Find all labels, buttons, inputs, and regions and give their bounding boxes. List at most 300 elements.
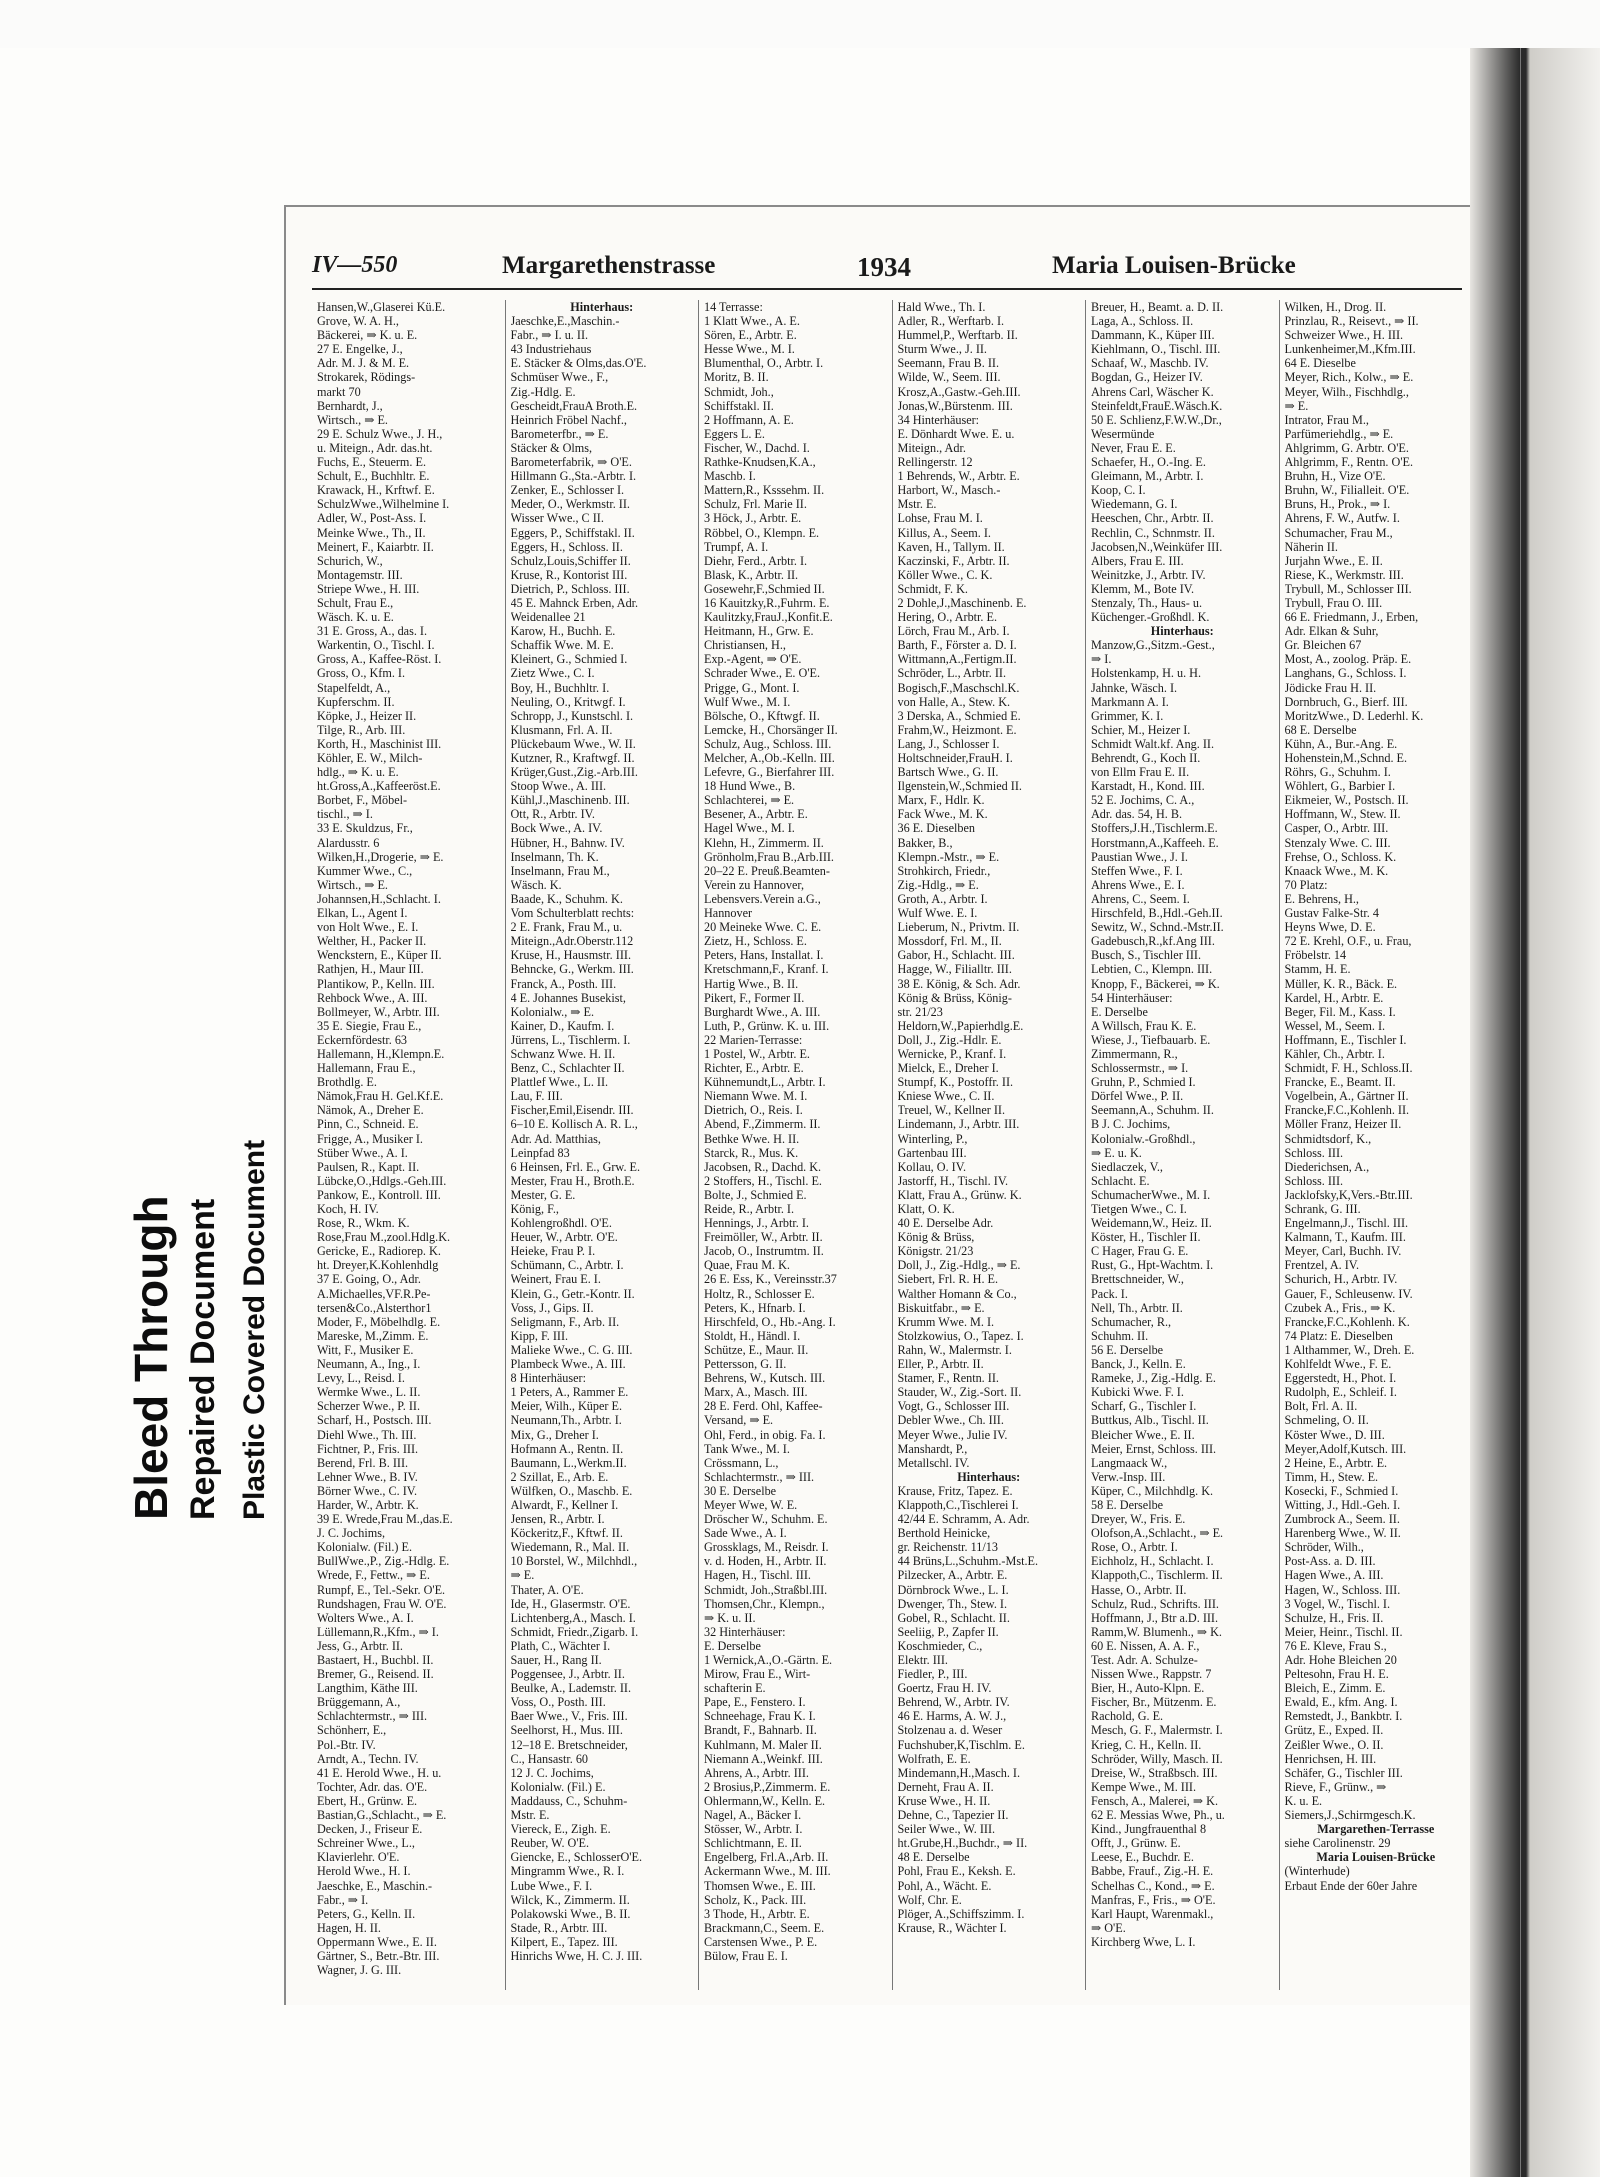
- directory-entry: Hinterhaus:: [1150, 624, 1214, 639]
- directory-entry: Lang, J., Schlosser I.: [897, 736, 1000, 751]
- directory-entry: Mesch, G. F., Malermstr. I.: [1091, 1723, 1223, 1738]
- directory-entry: Goertz, Frau H. IV.: [897, 1681, 992, 1696]
- directory-entry: Doll, J., Zig.-Hdlr. E.: [897, 1032, 1002, 1047]
- directory-entry: Hoffmann, E., Tischler I.: [1284, 1032, 1407, 1047]
- directory-entry: Zeißler Wwe., O. II.: [1284, 1737, 1384, 1752]
- directory-entry: Mielck, E., Dreher I.: [897, 1061, 999, 1076]
- directory-entry: Sauer, H., Rang II.: [510, 1653, 602, 1667]
- directory-entry: Frigge, A., Musiker I.: [317, 1131, 423, 1146]
- directory-entry: Kupferschm. II.: [317, 694, 395, 709]
- directory-entry: 1 Klatt Wwe., A. E.: [704, 314, 800, 329]
- directory-entry: Koschmieder, C.,: [897, 1638, 983, 1653]
- directory-entry: Carstensen Wwe., P. E.: [704, 1934, 818, 1949]
- directory-entry: Lüllemann,R.,Kfm., ⇒ I.: [317, 1624, 439, 1639]
- directory-entry: Ebert, H., Grünw. E.: [317, 1793, 418, 1808]
- directory-entry: Heuer, W., Arbtr. O'E.: [510, 1230, 618, 1245]
- directory-entry: Neuling, O., Kritwgf. I.: [510, 694, 626, 709]
- directory-entry: Krieg, C. H., Kelln. II.: [1091, 1737, 1202, 1752]
- directory-entry: Frentzel, A. IV.: [1284, 1258, 1360, 1273]
- directory-entry: Köpke, J., Heizer II.: [317, 708, 417, 723]
- directory-entry: Schuhm. II.: [1091, 1328, 1149, 1343]
- directory-entry: 74 Platz: E. Dieselben: [1284, 1328, 1393, 1343]
- directory-entry: Seeliig, P., Zapfer II.: [897, 1624, 999, 1639]
- directory-entry: Schäfer, G., Tischler III.: [1284, 1765, 1403, 1780]
- directory-entry: Barometerfabrik, ⇒ O'E.: [510, 455, 632, 470]
- directory-entry: Kiehlmann, O., Tischl. III.: [1091, 342, 1221, 357]
- directory-entry: Verw.-Insp. III.: [1091, 1469, 1166, 1484]
- directory-entry: Strohkirch, Friedr.,: [897, 863, 991, 878]
- directory-entry: Lieberum, N., Privtm. II.: [897, 920, 1020, 935]
- directory-entry: Ahlgrimm, F., Rentn. O'E.: [1284, 455, 1414, 470]
- directory-entry: Ahlgrimm, G. Arbtr. O'E.: [1284, 440, 1409, 455]
- directory-entry: Meyer Wwe, W. E.: [704, 1497, 798, 1512]
- directory-entry: Gescheidt,FrauA Broth.E.: [510, 398, 638, 413]
- directory-entry: Hirschfeld, O., Hb.-Ang. I.: [704, 1314, 836, 1329]
- directory-entry: Sade Wwe., A. I.: [704, 1526, 787, 1541]
- directory-entry: 27 E. Engelke, J.,: [317, 342, 403, 357]
- directory-entry: Gruhn, P., Schmied I.: [1091, 1075, 1196, 1090]
- directory-entry: Ohl, Ferd., in obig. Fa. I.: [704, 1427, 826, 1442]
- directory-entry: Wiedemann, G. I.: [1091, 497, 1178, 512]
- directory-entry: Marx, A., Masch. III.: [704, 1385, 808, 1400]
- directory-entry: Gleimann, M., Arbtr. I.: [1091, 469, 1204, 484]
- directory-entry: Jaeschke, E., Maschin.-: [317, 1878, 433, 1893]
- directory-entry: Kubicki Wwe. F. I.: [1091, 1385, 1184, 1400]
- directory-entry: Schwanz Wwe. H. II.: [510, 1046, 616, 1061]
- directory-entry: Buttkus, Alb., Tischl. II.: [1091, 1413, 1209, 1428]
- directory-entry: 46 E. Harms, A. W. J.,: [897, 1709, 1007, 1724]
- directory-entry: Witting, J., Hdl.-Geh. I.: [1284, 1497, 1401, 1512]
- directory-entry: Lube Wwe., F. I.: [510, 1878, 593, 1893]
- directory-entry: 20–22 E. Preuß.Beamten-: [704, 863, 830, 878]
- directory-entry: Metallschl. IV.: [897, 1455, 970, 1470]
- directory-entry: Schrader Wwe., E. O'E.: [704, 666, 821, 681]
- directory-entry: Grimmer, K. I.: [1091, 708, 1164, 723]
- directory-entry: Starck, R., Mus. K.: [704, 1145, 799, 1160]
- directory-entry: Behncke, G., Werkm. III.: [510, 962, 634, 977]
- directory-entry: Adler, R., Werftarb. I.: [897, 314, 1005, 329]
- directory-entry: Sewitz, W., Schnd.-Mstr.II.: [1091, 920, 1224, 935]
- directory-entry: Wöhlert, G., Barbier I.: [1284, 779, 1396, 794]
- directory-entry: Steinfeldt,FrauE.Wäsch.K.: [1091, 398, 1223, 413]
- directory-entry: ⇒ E.: [1284, 398, 1309, 413]
- directory-entry: Fensch, A., Malerei, ⇒ K.: [1091, 1793, 1218, 1808]
- directory-entry: Hasse, O., Arbtr. II.: [1091, 1582, 1187, 1597]
- directory-entry: Elektr. III.: [897, 1653, 948, 1667]
- directory-entry: Klemm, M., Bote IV.: [1091, 581, 1195, 596]
- directory-entry: Ahrens Carl, Wäscher K.: [1091, 384, 1214, 399]
- directory-entry: 54 Hinterhäuser:: [1091, 990, 1173, 1005]
- directory-entry: Weinert, Frau E. I.: [510, 1272, 601, 1287]
- directory-entry: Harbort, W., Masch.-: [897, 483, 1001, 498]
- directory-entry: 58 E. Derselbe: [1091, 1497, 1164, 1512]
- directory-entry: Rumpf, E., Tel.-Sekr. O'E.: [317, 1582, 446, 1597]
- note-bleed-through: Bleed Through: [125, 1195, 177, 1520]
- directory-entry: Prinzlau, R., Reisevt., ⇒ II.: [1284, 314, 1419, 329]
- directory-entry: Holstenkamp, H. u. H.: [1091, 666, 1202, 681]
- directory-entry: Hagen, W., Schloss. III.: [1284, 1582, 1401, 1597]
- directory-entry: 3 Thode, H., Arbtr. E.: [704, 1906, 810, 1921]
- directory-entry: Besener, A., Arbtr. E.: [704, 807, 808, 822]
- directory-entry: Stamm, H. E.: [1284, 962, 1351, 977]
- directory-entry: Brüggemann, A.,: [317, 1695, 401, 1710]
- directory-entry: Bier, H., Auto-Klpn. E.: [1091, 1681, 1205, 1696]
- directory-entry: Kolonialw.-Großhdl.,: [1091, 1131, 1196, 1146]
- directory-entry: Langhans, G., Schloss. I.: [1284, 666, 1407, 681]
- directory-entry: 3 Höck, J., Arbtr. E.: [704, 511, 802, 526]
- directory-entry: Biskuitfabr., ⇒ E.: [897, 1300, 985, 1315]
- directory-entry: Burghardt Wwe., A. III.: [704, 1004, 821, 1019]
- directory-entry: E. Derselbe: [704, 1638, 761, 1653]
- directory-entry: Kühnemundt,L., Arbtr. I.: [704, 1075, 826, 1090]
- directory-entry: Blumenthal, O., Arbtr. I.: [704, 356, 824, 371]
- directory-entry: Klatt, Frau A., Grünw. K.: [897, 1187, 1022, 1202]
- directory-entry: markt 70: [317, 384, 361, 399]
- directory-entry: Gosewehr,F.,Schmied II.: [704, 581, 825, 596]
- directory-entry: Schneehage, Frau K. I.: [704, 1709, 816, 1724]
- directory-entry: Kaulitzky,FrauJ.,Konfit.E.: [704, 610, 833, 625]
- directory-entry: Meder, O., Werkmstr. II.: [510, 497, 630, 512]
- directory-entry: Rellingerstr. 12: [897, 455, 973, 470]
- directory-entry: Rehbock Wwe., A. III.: [317, 990, 428, 1005]
- directory-entry: Gericke, E., Radiorep. K.: [317, 1244, 441, 1259]
- directory-entry: Hennings, J., Arbtr. I.: [704, 1216, 809, 1231]
- directory-entry: 2 Brosius,P.,Zimmerm. E.: [704, 1779, 831, 1794]
- directory-entry: Schaefer, H., O.-Ing. E.: [1091, 455, 1206, 470]
- directory-entry: Gadebusch,R.,kf.Ang III.: [1091, 934, 1215, 949]
- directory-entry: 3 Vogel, W., Tischl. I.: [1284, 1596, 1391, 1611]
- directory-entry: Meier, Wilh., Küper E.: [510, 1399, 623, 1414]
- directory-entry: Hering, O., Arbtr. E.: [897, 610, 998, 625]
- directory-entry: Thater, A. O'E.: [510, 1582, 584, 1597]
- directory-entry: Versand, ⇒ E.: [704, 1413, 774, 1428]
- directory-entry: Siemers,J.,Schirmgesch.K.: [1284, 1808, 1416, 1823]
- directory-entry: Richter, E., Arbtr. E.: [704, 1061, 804, 1076]
- directory-entry: Seiler Wwe., W. III.: [897, 1822, 996, 1837]
- directory-entry: Küper, C., Milchhdlg. K.: [1091, 1483, 1214, 1498]
- directory-entry: Seemann,A., Schuhm. II.: [1091, 1103, 1214, 1118]
- directory-entry: Kirchberg Wwe, L. I.: [1091, 1934, 1196, 1949]
- directory-entry: Czubek A., Fris., ⇒ K.: [1284, 1300, 1396, 1315]
- directory-entry: Fack Wwe., M. K.: [897, 807, 988, 822]
- directory-entry: Diehl Wwe., Th. III.: [317, 1427, 417, 1442]
- directory-entry: Köckeritz,F., Kftwf. II.: [510, 1526, 623, 1541]
- directory-entry: Köhler, E. W., Milch-: [317, 751, 423, 765]
- directory-entry: Hannover: [704, 906, 753, 921]
- directory-entry: Benz, C., Schlachter II.: [510, 1061, 625, 1076]
- directory-entry: Most, A., zoolog. Präp. E.: [1284, 652, 1412, 667]
- directory-entry: Barth, F., Förster a. D. I.: [897, 638, 1017, 653]
- directory-entry: Maria Louisen-Brücke: [1316, 1850, 1436, 1865]
- directory-entry: Schult, Frau E.,: [317, 595, 394, 610]
- directory-entry: Scholz, K., Pack. III.: [704, 1892, 807, 1907]
- directory-entry: u. Miteign., Adr. das.ht.: [317, 440, 433, 455]
- directory-entry: Schlichtmann, E. II.: [704, 1836, 802, 1851]
- street-heading-right: Maria Louisen-Brücke: [1052, 252, 1296, 279]
- directory-entry: 48 E. Derselbe: [897, 1850, 970, 1865]
- directory-entry: Gauer, F., Schleusenw. IV.: [1284, 1286, 1413, 1301]
- directory-entry: Groth, A., Arbtr. I.: [897, 891, 988, 906]
- directory-entry: Mattern,R., Ksssehm. II.: [704, 483, 825, 498]
- directory-entry: Baer Wwe., V., Fris. III.: [510, 1709, 628, 1724]
- directory-entry: Rundshagen, Frau W. O'E.: [317, 1596, 447, 1611]
- directory-entry: Trybull, Frau O. III.: [1284, 595, 1383, 610]
- directory-entry: C Hager, Frau G. E.: [1091, 1244, 1189, 1259]
- directory-entry: Plöger, A.,Schiffszimm. I.: [897, 1906, 1025, 1921]
- directory-entry: Meyer,Adolf,Kutsch. III.: [1284, 1441, 1407, 1456]
- directory-entry: 4 E. Johannes Busekist,: [510, 990, 626, 1005]
- directory-column-5: [1086, 300, 1280, 1990]
- directory-entry: Fuchs, E., Steuerm. E.: [317, 455, 426, 470]
- directory-entry: SchumacherWwe., M. I.: [1091, 1187, 1211, 1202]
- directory-entry: Reide, R., Arbtr. I.: [704, 1202, 795, 1216]
- directory-entry: Thomsen Wwe., E. III.: [704, 1878, 816, 1893]
- directory-entry: Barometerfbr., ⇒ E.: [510, 426, 609, 441]
- directory-entry: Decken, J., Friseur E.: [317, 1822, 423, 1837]
- directory-entry: Jess, G., Arbtr. II.: [317, 1638, 403, 1653]
- directory-entry: Heieke, Frau P. I.: [510, 1244, 596, 1259]
- directory-entry: Weinitzke, J., Arbtr. IV.: [1091, 567, 1206, 582]
- directory-entry: Gobel, R., Schlacht. II.: [897, 1610, 1010, 1625]
- directory-entry: Wulf Wwe., M. I.: [704, 694, 791, 709]
- directory-entry: Jastorff, H., Tischl. IV.: [897, 1173, 1009, 1188]
- directory-entry: Jensen, R., Arbtr. I.: [510, 1512, 605, 1527]
- directory-entry: Plambeck Wwe., A. III.: [510, 1357, 626, 1372]
- directory-entry: Hallemann, Frau E.,: [317, 1061, 416, 1076]
- directory-entry: Nagel, A., Bäcker I.: [704, 1808, 802, 1823]
- directory-entry: Holtschneider,FrauH. I.: [897, 751, 1013, 765]
- directory-entry: Schröder, Wilh.,: [1284, 1540, 1364, 1555]
- directory-entry: Lübcke,O.,Hdlgs.-Geh.III.: [317, 1173, 447, 1188]
- directory-entry: Witt, F., Musiker E.: [317, 1342, 414, 1357]
- directory-entry: Bleich, E., Zimm. E.: [1284, 1681, 1386, 1696]
- directory-entry: Kardel, H., Arbtr. E.: [1284, 990, 1384, 1005]
- directory-entry: Dreise, W., Straßbsch. III.: [1091, 1765, 1218, 1780]
- directory-entry: 70 Platz:: [1284, 877, 1328, 892]
- directory-entry: Viereck, E., Zigh. E.: [510, 1822, 611, 1837]
- directory-entry: Rachold, G. E.: [1091, 1709, 1164, 1724]
- directory-entry: Busch, S., Tischler III.: [1091, 948, 1202, 963]
- directory-entry: Engelberg, Frl.A.,Arb. II.: [704, 1850, 829, 1865]
- directory-entry: Schreiner Wwe., L.,: [317, 1836, 415, 1851]
- directory-entry: Ahrens, F. W., Autfw. I.: [1284, 511, 1400, 526]
- directory-entry: Freimöller, W., Arbtr. II.: [704, 1230, 823, 1245]
- directory-entry: Eckernfördestr. 63: [317, 1032, 408, 1047]
- directory-entry: Schulz, Frl. Marie II.: [704, 497, 807, 512]
- directory-entry: 43 Industriehaus: [510, 342, 592, 357]
- directory-entry: Schmüser Wwe., F.,: [510, 370, 609, 385]
- directory-entry: Ahrens Wwe., E. I.: [1091, 877, 1185, 892]
- directory-entry: Hagen, H., Tischl. III.: [704, 1568, 811, 1583]
- directory-entry: Krüger,Gust.,Zig.-Arb.III.: [510, 765, 638, 780]
- directory-entry: Köller Wwe., C. K.: [897, 567, 993, 582]
- directory-entry: Ohlermann,W., Kelln. E.: [704, 1793, 826, 1808]
- directory-entry: Wiedemann, R., Mal. II.: [510, 1540, 630, 1555]
- directory-entry: A.Michaelles,VF.R.Pe-: [317, 1286, 431, 1301]
- page-number: IV—550: [312, 252, 398, 278]
- directory-entry: 32 Hinterhäuser:: [704, 1624, 786, 1639]
- directory-entry: Rahn, W., Malermstr. I.: [897, 1342, 1012, 1357]
- directory-entry: Wilken,H.,Drogerie, ⇒ E.: [317, 849, 444, 864]
- directory-entry: Eggers, H., Schloss. II.: [510, 539, 623, 554]
- directory-column-3: [699, 300, 893, 1990]
- note-repaired-document: Repaired Document: [184, 1198, 222, 1520]
- directory-entry: Stumpf, K., Postoffr. II.: [897, 1075, 1014, 1090]
- directory-entry: Pettersson, G. II.: [704, 1357, 787, 1372]
- directory-entry: Welther, H., Packer II.: [317, 934, 427, 949]
- directory-entry: Ramm,W. Blumenh., ⇒ K.: [1091, 1624, 1222, 1639]
- directory-entry: A Willsch, Frau K. E.: [1091, 1018, 1197, 1033]
- directory-entry: Lebtien, C., Klempn. III.: [1091, 962, 1213, 977]
- directory-entry: Jacobsen,N.,Weinküfer III.: [1091, 539, 1223, 554]
- directory-entry: Gärtner, S., Betr.-Btr. III.: [317, 1948, 440, 1963]
- directory-entry: Krawack, H., Krftwf. E.: [317, 483, 435, 498]
- directory-entry: Never, Frau E. E.: [1091, 440, 1176, 455]
- scan-top-band: [0, 0, 1600, 48]
- directory-entry: Niemann A.,Weinkf. III.: [704, 1751, 823, 1766]
- directory-entry: Hinterhaus:: [570, 300, 634, 314]
- directory-entry: Jürrens, L., Tischlerm. I.: [510, 1032, 631, 1047]
- directory-entry: Wilken, H., Drog. II.: [1284, 300, 1387, 314]
- directory-entry: Lebensvers.Verein a.G.,: [704, 891, 821, 906]
- directory-entry: Bartsch Wwe., G. II.: [897, 765, 999, 780]
- directory-entry: Krause, R., Wächter I.: [897, 1920, 1007, 1935]
- directory-entry: Bleicher Wwe., E. II.: [1091, 1427, 1195, 1442]
- directory-entry: Peters, G., Kelln. II.: [317, 1906, 416, 1921]
- directory-entry: Küchenger.-Großhdl. K.: [1091, 610, 1210, 625]
- directory-entry: Babbe, Frauf., Zig.-H. E.: [1091, 1864, 1214, 1879]
- directory-entry: Brothdlg. E.: [317, 1075, 377, 1090]
- directory-entry: 2 Hoffmann, A. E.: [704, 412, 794, 427]
- directory-entry: Kniese Wwe., C. II.: [897, 1089, 995, 1104]
- directory-entry: Pape, E., Fenstero. I.: [704, 1695, 806, 1710]
- directory-entry: Zumbrock A., Seem. II.: [1284, 1512, 1400, 1527]
- directory-entry: Zietz Wwe., C. I.: [510, 666, 595, 681]
- directory-entry: Schurich, H., Arbtr. IV.: [1284, 1272, 1398, 1287]
- directory-entry: Parfümeriehdlg., ⇒ E.: [1284, 426, 1394, 441]
- directory-entry: Fischer,Emil,Eisendr. III.: [510, 1103, 634, 1118]
- directory-entry: Klappoth,C.,Tischlerei I.: [897, 1497, 1019, 1512]
- directory-entry: Giencke, E., SchlosserO'E.: [510, 1850, 642, 1865]
- directory-entry: Bollmeyer, W., Arbtr. III.: [317, 1004, 440, 1019]
- directory-entry: Schümann, C., Arbtr. I.: [510, 1258, 624, 1273]
- directory-entry: Hald Wwe., Th. I.: [897, 300, 986, 314]
- directory-entry: Quae, Frau M. K.: [704, 1258, 790, 1273]
- directory-entry: Nissen Wwe., Rappstr. 7: [1091, 1667, 1212, 1682]
- directory-entry: Meyer, Wilh., Fischhdlg.,: [1284, 384, 1409, 399]
- directory-entry: 66 E. Friedmann, J., Erben,: [1284, 610, 1419, 625]
- directory-entry: Mingramm Wwe., R. I.: [510, 1864, 625, 1879]
- directory-entry: Voss, J., Gips. II.: [510, 1300, 594, 1315]
- directory-entry: Luth, P., Grünw. K. u. III.: [704, 1018, 830, 1033]
- directory-entry: Schmidt, F. K.: [897, 581, 968, 596]
- directory-entry: Test. Adr. A. Schulze-: [1091, 1653, 1198, 1667]
- directory-entry: 52 E. Jochims, C. A.,: [1091, 793, 1195, 808]
- year-heading: 1934: [857, 252, 911, 282]
- directory-entry: gr. Reichenstr. 11/13: [897, 1540, 998, 1555]
- directory-entry: ⇒ E.: [510, 1568, 535, 1583]
- directory-entry: Schröder, Willy, Masch. II.: [1091, 1751, 1223, 1766]
- directory-entry: von Ellm Frau E. II.: [1091, 765, 1190, 780]
- directory-entry: Engelmann,J., Tischl. III.: [1284, 1216, 1409, 1231]
- directory-entry: Warkentin, O., Tischl. I.: [317, 638, 435, 653]
- directory-entry: Langthim, Käthe III.: [317, 1681, 418, 1696]
- directory-entry: Dietrich, O., Reis. I.: [704, 1103, 803, 1118]
- directory-entry: Wulf Wwe. E. I.: [897, 906, 978, 921]
- directory-entry: Manzow,G.,Sitzm.-Gest.,: [1091, 638, 1215, 653]
- directory-entry: König & Brüss,: [897, 1230, 975, 1245]
- directory-entry: Schaaf, W., Maschb. IV.: [1091, 356, 1209, 371]
- directory-entry: Schumacher, R.,: [1091, 1314, 1172, 1329]
- directory-entry: Grütz, E., Exped. II.: [1284, 1723, 1384, 1738]
- directory-entry: 29 E. Schulz Wwe., J. H.,: [317, 426, 443, 441]
- directory-entry: Wiese, J., Tiefbauarb. E.: [1091, 1032, 1211, 1047]
- directory-entry: Lunkenheimer,M.,Kfm.III.: [1284, 342, 1416, 357]
- directory-entry: Bakker, B.,: [897, 835, 953, 850]
- directory-entry: Schlachterei, ⇒ E.: [704, 793, 795, 808]
- directory-entry: 40 E. Derselbe Adr.: [897, 1216, 994, 1231]
- directory-entry: Fischer, Br., Mützenm. E.: [1091, 1695, 1217, 1710]
- directory-entry: Stamer, F., Rentn. II.: [897, 1371, 999, 1386]
- directory-entry: Wolters Wwe., A. I.: [317, 1610, 414, 1625]
- directory-entry: Schulze, H., Fris. II.: [1284, 1610, 1384, 1625]
- directory-entry: Laga, A., Schloss. II.: [1091, 314, 1194, 329]
- directory-entry: Schult, E., Buchhltr. E.: [317, 469, 430, 484]
- directory-entry: Wittmann,A.,Fertigm.II.: [897, 652, 1017, 667]
- directory-entry: Jacklofsky,K,Vers.-Btr.III.: [1284, 1187, 1413, 1202]
- directory-entry: Wülfken, O., Maschb. E.: [510, 1483, 633, 1498]
- directory-entry: Timm, H., Stew. E.: [1284, 1469, 1379, 1484]
- directory-entry: Zig.-Hdlg., ⇒ E.: [897, 877, 979, 892]
- directory-entry: Elkan, L., Agent I.: [317, 906, 408, 921]
- directory-entry: Näherin II.: [1284, 539, 1338, 554]
- directory-entry: 1 Wernick,A.,O.-Gärtn. E.: [704, 1653, 833, 1667]
- directory-entry: Wäsch. K. u. E.: [317, 610, 394, 625]
- directory-entry: Rechlin, C., Schnmstr. II.: [1091, 525, 1215, 540]
- directory-entry: SchulzWwe.,Wilhelmine I.: [317, 497, 450, 512]
- directory-entry: Koop, C. I.: [1091, 483, 1146, 498]
- directory-entry: Gross, A., Kaffee-Röst. I.: [317, 652, 442, 667]
- directory-entry: Remstedt, J., Bankbtr. I.: [1284, 1709, 1403, 1724]
- directory-entry: Wessel, M., Seem. I.: [1284, 1018, 1386, 1033]
- directory-entry: Zimmermann, R.,: [1091, 1046, 1178, 1061]
- directory-entry: Krosz,A.,Gastw.-Geh.III.: [897, 384, 1021, 399]
- directory-entry: Miteign.,Adr.Oberstr.112: [510, 934, 634, 949]
- directory-entry: Schiffstakl. II.: [704, 398, 774, 413]
- directory-entry: Eggers L. E.: [704, 426, 765, 441]
- directory-entry: Schropp, J., Kunstschl. I.: [510, 708, 634, 723]
- directory-entry: Meier, Ernst, Schloss. III.: [1091, 1441, 1217, 1456]
- directory-entry: Stolzkowius, O., Tapez. I.: [897, 1328, 1024, 1343]
- directory-entry: König, F.,: [510, 1202, 559, 1216]
- directory-entry: Bethke Wwe. H. II.: [704, 1131, 800, 1146]
- directory-entry: 6–10 E. Kollisch A. R. L.,: [510, 1117, 638, 1132]
- directory-entry: Trumpf, A. I.: [704, 539, 769, 554]
- directory-entry: Bastian,G.,Schlacht., ⇒ E.: [317, 1808, 447, 1823]
- directory-entry: Rathjen, H., Maur III.: [317, 962, 424, 977]
- directory-entry: Bolte, J., Schmied E.: [704, 1187, 807, 1202]
- directory-entry: Kruse, R., Kontorist III.: [510, 567, 628, 582]
- directory-entry: Peltesohn, Frau H. E.: [1284, 1667, 1389, 1682]
- directory-entry: Alwardt, F., Kellner I.: [510, 1497, 619, 1512]
- directory-entry: Wernicke, P., Kranf. I.: [897, 1046, 1007, 1061]
- directory-entry: Pankow, E., Kontroll. III.: [317, 1187, 441, 1202]
- directory-entry: 1 Behrends, W., Arbtr. E.: [897, 469, 1020, 484]
- directory-entry: Stösser, W., Arbtr. I.: [704, 1822, 803, 1837]
- directory-entry: Hillmann G.,Sta.-Arbtr. I.: [510, 469, 637, 484]
- directory-entry: Francke,F.C.,Kohlenh. K.: [1284, 1314, 1410, 1329]
- directory-entry: Schmeling, O. II.: [1284, 1413, 1369, 1428]
